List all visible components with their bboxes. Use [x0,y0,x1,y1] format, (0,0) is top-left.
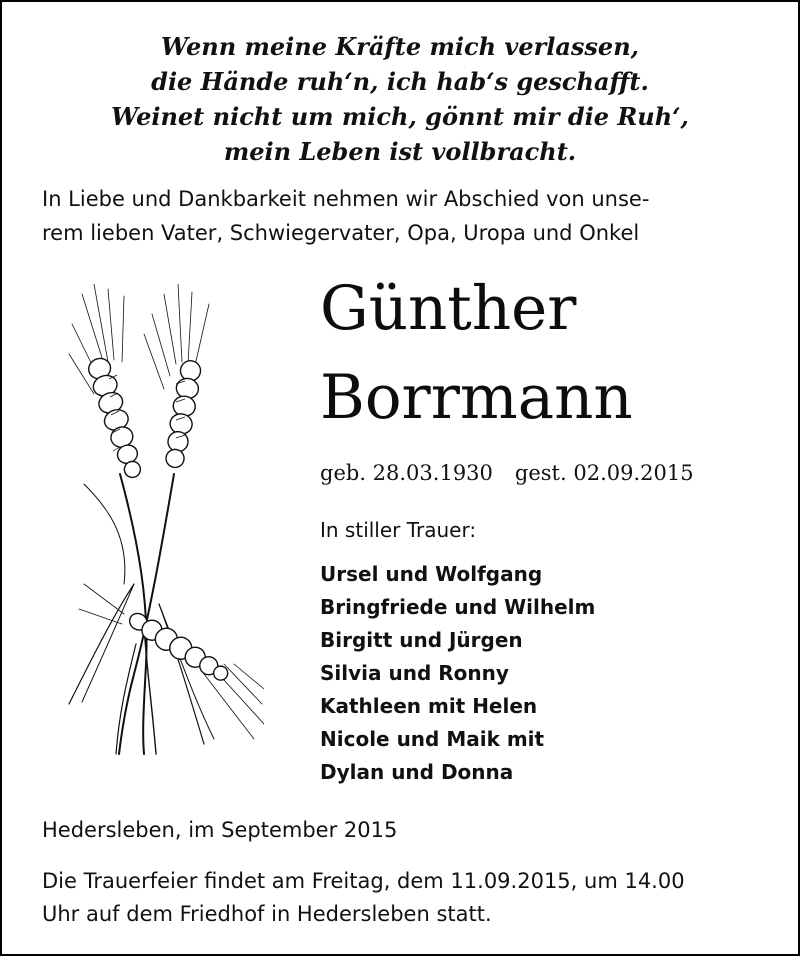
poem-line: Wenn meine Kräfte mich verlassen, [160,32,640,61]
mourner-entry: Dylan und Donna [320,760,514,784]
funeral-line: Die Trauerfeier findet am Freitag, dem 11.09.2015, um 14.00 [42,869,685,893]
mourner-entry: Kathleen mit Helen [320,694,538,718]
last-name: Borrmann [320,362,633,433]
death-date: gest. 02.09.2015 [514,461,694,485]
mourner-entry: Nicole und Maik mit [320,727,545,751]
birth-date: geb. 28.03.1930 [320,461,493,485]
mourners-label: In stiller Trauer: [320,518,477,542]
funeral-line: Uhr auf dem Friedhof in Hedersleben statt. [42,902,492,926]
wheat-ears-icon [64,284,264,774]
intro-text [42,182,782,250]
deceased-name [320,264,633,442]
funeral-info [42,865,685,931]
intro-line: rem lieben Vater, Schwiegervater, Opa, Uropa und Onkel [42,221,640,245]
poem-line: Weinet nicht um mich, gönnt mir die Ruh‘, [111,102,689,131]
mourner-entry: Bringfriede und Wilhelm [320,595,596,619]
place-date: Hedersleben, im September 2015 [42,818,398,842]
mourner-entry: Silvia und Ronny [320,661,509,685]
poem [2,29,798,169]
poem-line: die Hände ruh‘n, ich hab‘s geschafft. [151,67,649,96]
mourners-list [320,558,595,789]
poem-line: mein Leben ist vollbracht. [223,137,577,166]
first-name: Günther [320,273,577,344]
mourner-entry: Ursel und Wolfgang [320,562,543,586]
life-dates [320,457,694,489]
intro-line: In Liebe und Dankbarkeit nehmen wir Abschied von unse- [42,187,650,211]
mourner-entry: Birgitt und Jürgen [320,628,523,652]
